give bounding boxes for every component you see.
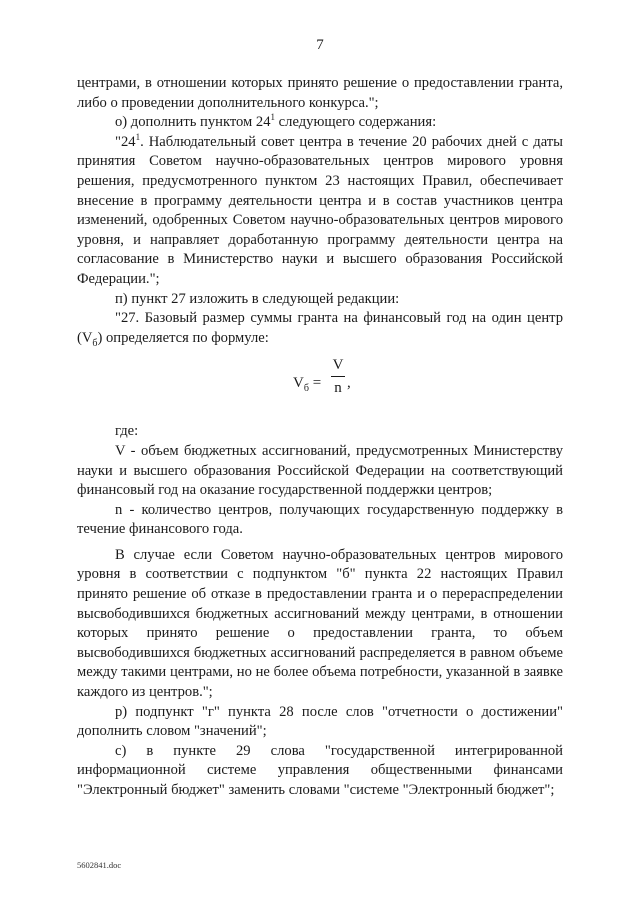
paragraph-where: где: [115, 423, 139, 440]
footer-file-name: 5602841.doc [77, 860, 122, 870]
paragraph-item-r: р) подпункт "г" пункта 28 после слов "отчетности о достижении" дополнить словом "значений"; [77, 703, 563, 740]
document-body [77, 74, 563, 801]
paragraph-point-27: "27. Базовый размер суммы гранта на финансовый год на один центр $(V_б)$ определяется по формуле: [77, 310, 563, 349]
grant-formula [77, 348, 563, 422]
formula-lhs: $V_б$ = [293, 375, 322, 395]
paragraph-item-p: п) пункт 27 изложить в следующей редакции: [115, 290, 400, 307]
paragraph-item-s: с) в пункте 29 слова "государственной интегрированной информационной системе управления общественными финансами "Электронный бюджет" заменить словами "системе "Электронный бюджет"; [77, 742, 563, 798]
page-number: 7 [316, 37, 324, 53]
formula-fraction [331, 356, 345, 397]
paragraph-def-v: V - объем бюджетных ассигнований, предусмотренных Министерству науки и высшего образования Российской Федерации на соответствующий финансовый год на оказание государственной поддержки центров; [77, 442, 563, 499]
formula-numerator: V [332, 357, 344, 374]
paragraph-def-n: n - количество центров, получающих государственную поддержку в течение финансового года. [77, 501, 563, 538]
paragraph-continuation: центрами, в отношении которых принято решение о предоставлении гранта, либо о проведении дополнительного конкурса."; [77, 75, 563, 111]
formula-comma: , [347, 375, 351, 392]
paragraph-redistribution: В случае если Советом научно-образовательных центров мирового уровня в соответствии с подпунктом "б" пункта 22 настоящих Правил принято решение об отказе в предоставлении гранта и о перераспределении высвободившихся бюджетных ассигнований между центрами, в отношении которых принято решение о предоставлении гранта, то объем высвободившихся бюджетных ассигнований распределяется в равном объеме между такими центрами, но не более объема потребности, указанной в заявке каждого из центров."; [77, 546, 563, 701]
paragraph-point-24-1: "$24^1$. Наблюдательный совет центра в течение 20 рабочих дней с даты принятия Советом научно-образовательных центров мирового уровня решения, предусмотренного пунктом 23 настоящих Правил, обеспечивает внесение в программу деятельности центра и в состав участников центра изменений, одобренных Советом научно-образовательных центров мирового уровня, и направляет доработанную программу деятельности центра на согласование в Министерство науки и высшего образования Российской Федерации."; [77, 131, 563, 287]
paragraph-item-o: о) дополнить пунктом $24^1$ следующего содержания: [115, 112, 437, 131]
fraction-bar [331, 376, 345, 377]
formula-denominator: n [334, 380, 342, 397]
